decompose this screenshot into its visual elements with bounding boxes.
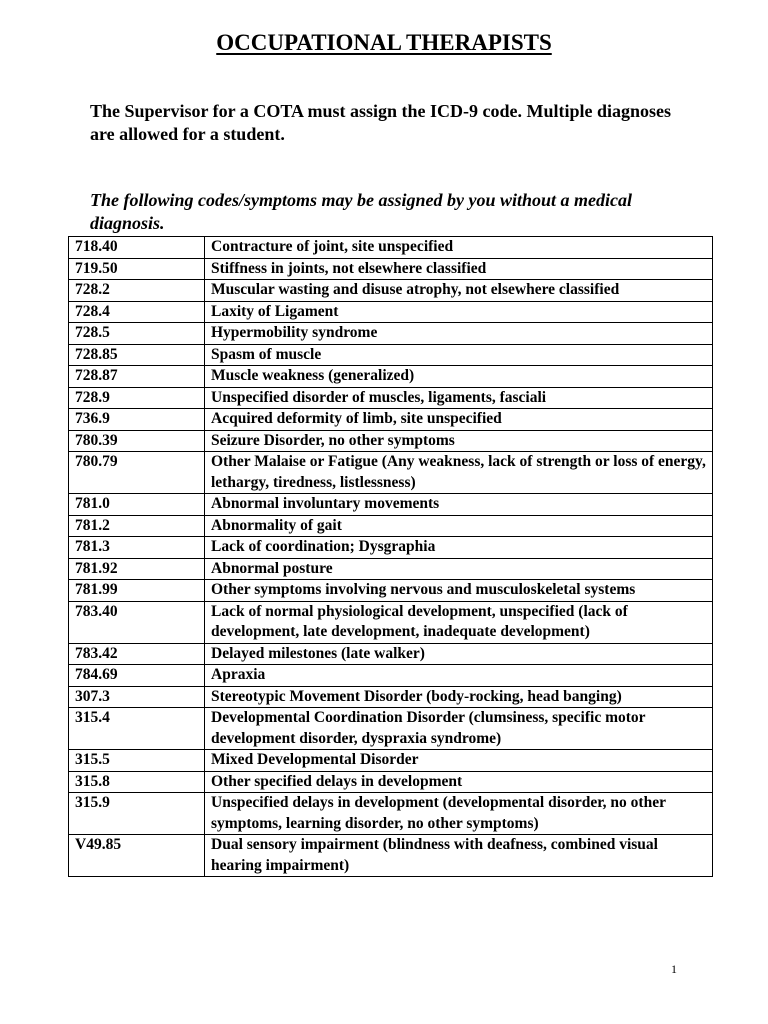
- description-cell: Contracture of joint, site unspecified: [205, 237, 713, 259]
- description-cell: Muscle weakness (generalized): [205, 366, 713, 388]
- description-cell: Dual sensory impairment (blindness with deafness, combined visual hearing impairment): [205, 835, 713, 877]
- table-row: [69, 643, 713, 665]
- page-number: 1: [671, 962, 677, 976]
- icd9-code-cell: 728.5: [69, 323, 205, 345]
- icd9-code-cell: 783.42: [69, 643, 205, 665]
- icd9-code-cell: 728.2: [69, 280, 205, 302]
- table-row: [69, 452, 713, 494]
- icd9-code-cell: V49.85: [69, 835, 205, 877]
- description-cell: Laxity of Ligament: [205, 301, 713, 323]
- icd9-codes-table: [68, 236, 713, 877]
- description-cell: Lack of normal physiological development, unspecified (lack of development, late development, inadequate development): [205, 601, 713, 643]
- icd9-code-cell: 781.99: [69, 580, 205, 602]
- description-cell: Other Malaise or Fatigue (Any weakness, lack of strength or loss of energy, lethargy, tiredness, listlessness): [205, 452, 713, 494]
- icd9-code-cell: 784.69: [69, 665, 205, 687]
- icd9-code-cell: 780.79: [69, 452, 205, 494]
- description-cell: Spasm of muscle: [205, 344, 713, 366]
- icd9-code-cell: 728.85: [69, 344, 205, 366]
- table-row: [69, 686, 713, 708]
- icd9-code-cell: 307.3: [69, 686, 205, 708]
- table-row: [69, 793, 713, 835]
- table-row: [69, 344, 713, 366]
- description-cell: Seizure Disorder, no other symptoms: [205, 430, 713, 452]
- icd9-code-cell: 315.8: [69, 771, 205, 793]
- table-row: [69, 258, 713, 280]
- icd9-code-cell: 781.3: [69, 537, 205, 559]
- table-row: [69, 558, 713, 580]
- description-cell: Stiffness in joints, not elsewhere classified: [205, 258, 713, 280]
- table-row: [69, 323, 713, 345]
- icd9-code-cell: 315.5: [69, 750, 205, 772]
- icd9-code-cell: 736.9: [69, 409, 205, 431]
- table-row: [69, 280, 713, 302]
- icd9-code-cell: 315.4: [69, 708, 205, 750]
- description-cell: Other symptoms involving nervous and musculoskeletal systems: [205, 580, 713, 602]
- table-row: [69, 366, 713, 388]
- intro-paragraph: The Supervisor for a COTA must assign the ICD-9 code. Multiple diagnoses are allowed for a student.: [90, 101, 672, 144]
- description-cell: Unspecified disorder of muscles, ligaments, fasciali: [205, 387, 713, 409]
- icd9-code-cell: 781.0: [69, 494, 205, 516]
- icd9-code-cell: 718.40: [69, 237, 205, 259]
- description-cell: Developmental Coordination Disorder (clumsiness, specific motor development disorder, dyspraxia syndrome): [205, 708, 713, 750]
- table-row: [69, 237, 713, 259]
- icd9-code-cell: 781.2: [69, 515, 205, 537]
- description-cell: Muscular wasting and disuse atrophy, not elsewhere classified: [205, 280, 713, 302]
- table-row: [69, 708, 713, 750]
- table-row: [69, 430, 713, 452]
- description-cell: Lack of coordination; Dysgraphia: [205, 537, 713, 559]
- description-cell: Acquired deformity of limb, site unspecified: [205, 409, 713, 431]
- icd9-code-cell: 728.87: [69, 366, 205, 388]
- description-cell: Stereotypic Movement Disorder (body-rocking, head banging): [205, 686, 713, 708]
- subintro-paragraph: The following codes/symptoms may be assigned by you without a medical diagnosis.: [90, 190, 632, 233]
- description-cell: Abnormal posture: [205, 558, 713, 580]
- icd9-code-cell: 728.9: [69, 387, 205, 409]
- icd9-code-cell: 315.9: [69, 793, 205, 835]
- icd9-code-cell: 783.40: [69, 601, 205, 643]
- description-cell: Unspecified delays in development (developmental disorder, no other symptoms, learning disorder, no other symptoms): [205, 793, 713, 835]
- icd9-code-cell: 719.50: [69, 258, 205, 280]
- table-row: [69, 835, 713, 877]
- table-row: [69, 665, 713, 687]
- table-row: [69, 601, 713, 643]
- table-row: [69, 771, 713, 793]
- page-title: OCCUPATIONAL THERAPISTS: [216, 30, 552, 55]
- description-cell: Other specified delays in development: [205, 771, 713, 793]
- codes-table-body: [69, 237, 713, 877]
- description-cell: Apraxia: [205, 665, 713, 687]
- description-cell: Delayed milestones (late walker): [205, 643, 713, 665]
- description-cell: Mixed Developmental Disorder: [205, 750, 713, 772]
- icd9-code-cell: 728.4: [69, 301, 205, 323]
- table-row: [69, 409, 713, 431]
- table-row: [69, 537, 713, 559]
- table-row: [69, 494, 713, 516]
- table-row: [69, 515, 713, 537]
- table-row: [69, 301, 713, 323]
- description-cell: Abnormal involuntary movements: [205, 494, 713, 516]
- table-row: [69, 580, 713, 602]
- icd9-code-cell: 781.92: [69, 558, 205, 580]
- icd9-code-cell: 780.39: [69, 430, 205, 452]
- table-row: [69, 750, 713, 772]
- description-cell: Abnormality of gait: [205, 515, 713, 537]
- description-cell: Hypermobility syndrome: [205, 323, 713, 345]
- table-row: [69, 387, 713, 409]
